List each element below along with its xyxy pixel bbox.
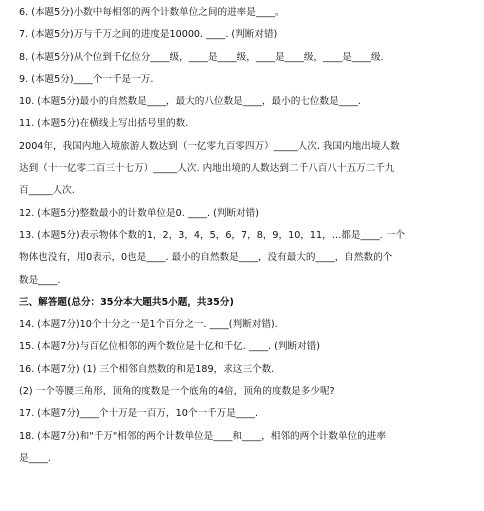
question-11-text-line-2: 达到（十一亿零二百三十七万）_____人次. 内地出境的人数达到二千八百八十五万二千九 xyxy=(19,163,395,175)
question-15: 15. (本题7分)与百亿位相邻的两个数位是十亿和千亿. ____. (判断对错) xyxy=(19,341,321,353)
question-12: 12. (本题5分)整数最小的计数单位是0. ____. (判断对错) xyxy=(19,207,259,219)
question-18-line-2: 是____. xyxy=(19,452,51,464)
question-10: 10. (本题5分)最小的自然数是____，最大的八位数是____，最小的七位数是____. xyxy=(19,96,361,108)
question-11: 11. (本题5分)在横线上写出括号里的数. xyxy=(19,118,189,130)
question-14: 14. (本题7分)10个十分之一是1个百分之一. ____(判断对错). xyxy=(19,319,278,331)
question-11-text-line-1: 2004年，我国内地入境旅游人数达到（一亿零九百零四万）_____人次. 我国内地出境人数 xyxy=(19,140,400,152)
question-13-line-2: 物体也没有，用0表示，0也是____. 最小的自然数是____，没有最大的____，自然数的个 xyxy=(19,252,393,264)
question-7: 7. (本题5分)万与千万之间的进度是10000. ____. (判断对错) xyxy=(19,29,278,41)
question-11-text-line-3: 百_____人次. xyxy=(19,185,75,197)
question-16-part-2: (2) 一个等腰三角形，顶角的度数是一个底角的4倍，顶角的度数是多少呢? xyxy=(19,386,335,398)
question-6: 6. (本题5分)小数中每相邻的两个计数单位之间的进率是____。 xyxy=(19,7,285,18)
question-16-part-1: 16. (本题7分) (1) 三个相邻自然数的和是189，求这三个数. xyxy=(19,363,275,375)
question-9: 9. (本题5分)____个一千是一万. xyxy=(19,73,154,85)
question-8: 8. (本题5分)从个位到千亿位分____级，____是____级，____是____级，____是____级. xyxy=(19,51,384,63)
question-17: 17. (本题7分)____个十万是一百万，10个一千万是____. xyxy=(19,408,259,420)
section-heading: 三、解答题(总分：35分本大题共5小题，共35分) xyxy=(19,296,234,308)
question-18-line-1: 18. (本题7分)和"千万"相邻的两个计数单位是____和____，相邻的两个计数单位的进率 xyxy=(19,430,386,442)
question-13-line-3: 数是____. xyxy=(19,274,61,286)
question-13-line-1: 13. (本题5分)表示物体个数的1，2，3，4，5，6，7，8，9，10，11，…都是____. 一个 xyxy=(19,229,405,241)
